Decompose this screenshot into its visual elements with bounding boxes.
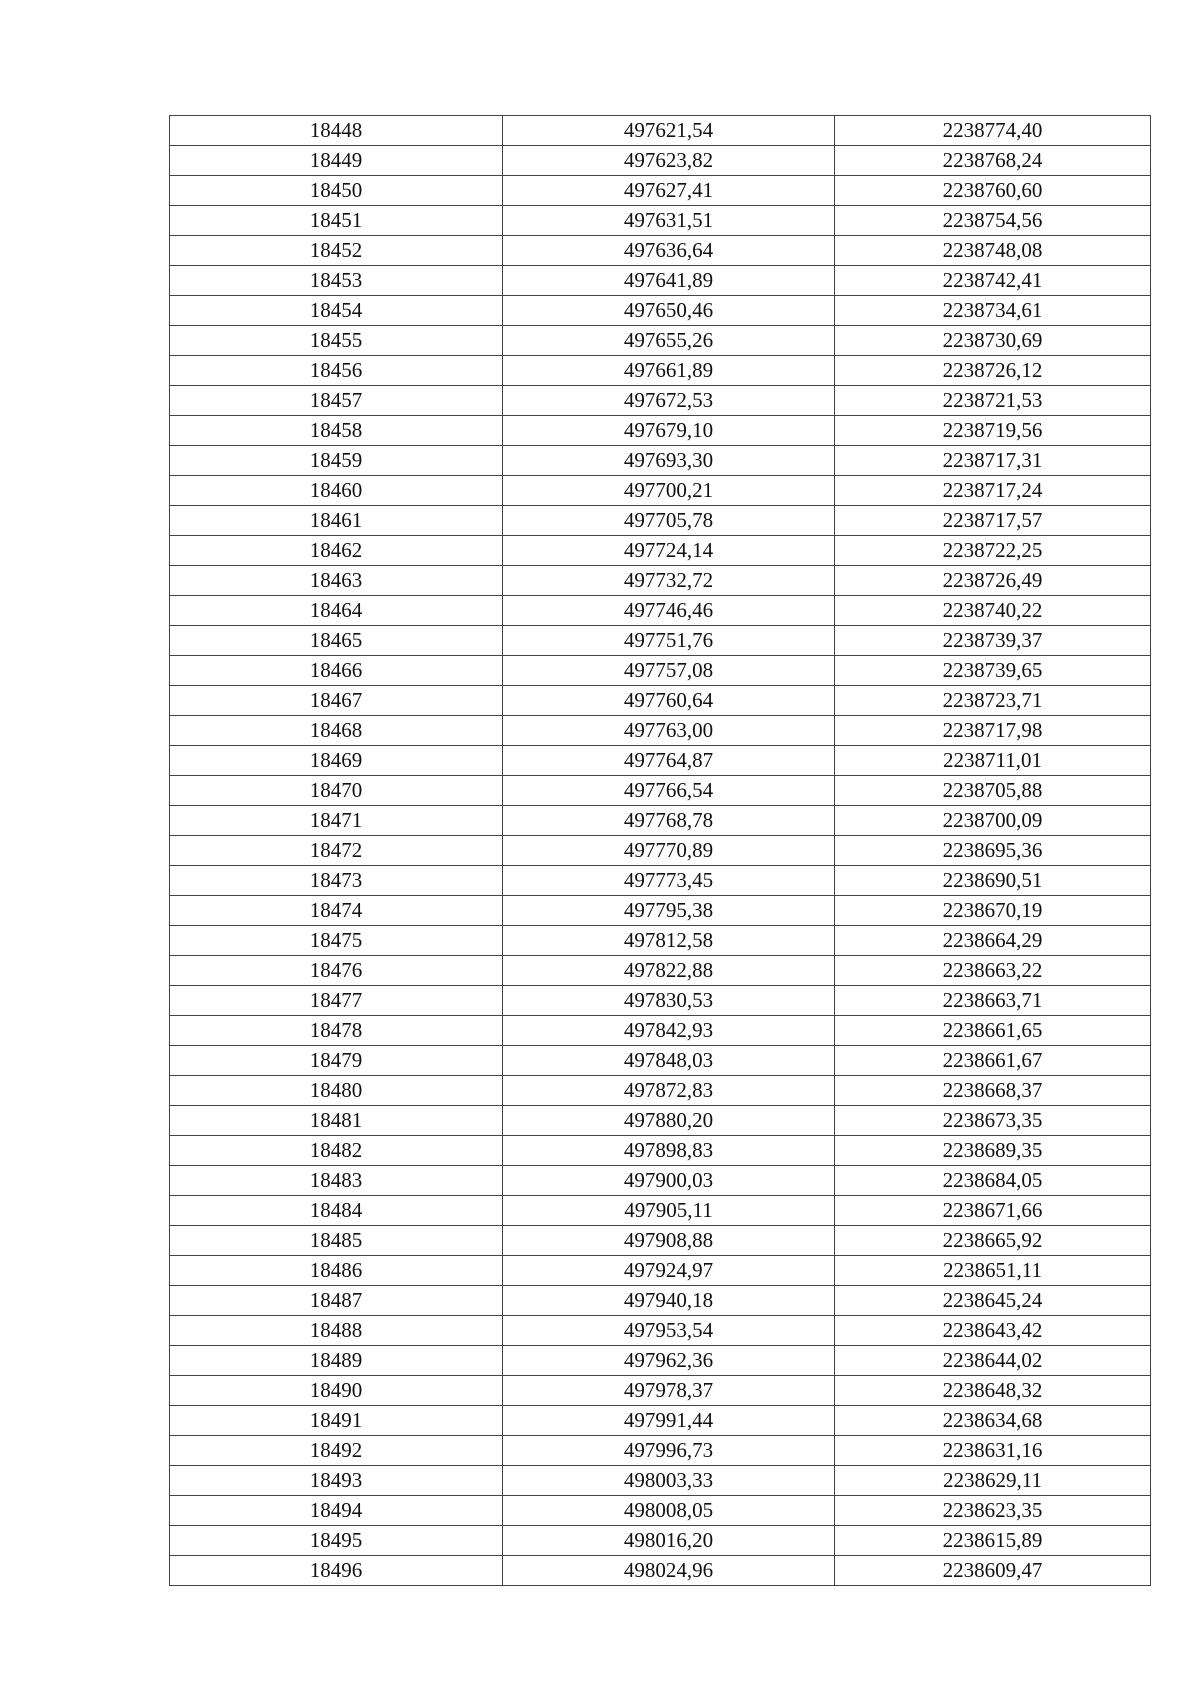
x-coordinate-cell: 497898,83 bbox=[503, 1136, 835, 1166]
point-number-cell: 18496 bbox=[170, 1556, 503, 1586]
point-number-cell: 18468 bbox=[170, 716, 503, 746]
point-number-cell: 18448 bbox=[170, 116, 503, 146]
y-coordinate-cell: 2238734,61 bbox=[835, 296, 1151, 326]
point-number-cell: 18455 bbox=[170, 326, 503, 356]
x-coordinate-cell: 497724,14 bbox=[503, 536, 835, 566]
point-number-cell: 18488 bbox=[170, 1316, 503, 1346]
x-coordinate-cell: 497768,78 bbox=[503, 806, 835, 836]
y-coordinate-cell: 2238739,37 bbox=[835, 626, 1151, 656]
y-coordinate-cell: 2238644,02 bbox=[835, 1346, 1151, 1376]
point-number-cell: 18492 bbox=[170, 1436, 503, 1466]
x-coordinate-cell: 498016,20 bbox=[503, 1526, 835, 1556]
y-coordinate-cell: 2238673,35 bbox=[835, 1106, 1151, 1136]
x-coordinate-cell: 497641,89 bbox=[503, 266, 835, 296]
y-coordinate-cell: 2238661,67 bbox=[835, 1046, 1151, 1076]
table-row bbox=[170, 1106, 1151, 1136]
table-row bbox=[170, 1196, 1151, 1226]
table-row bbox=[170, 1016, 1151, 1046]
y-coordinate-cell: 2238645,24 bbox=[835, 1286, 1151, 1316]
point-number-cell: 18465 bbox=[170, 626, 503, 656]
point-number-cell: 18473 bbox=[170, 866, 503, 896]
x-coordinate-cell: 497766,54 bbox=[503, 776, 835, 806]
point-number-cell: 18477 bbox=[170, 986, 503, 1016]
point-number-cell: 18462 bbox=[170, 536, 503, 566]
x-coordinate-cell: 497900,03 bbox=[503, 1166, 835, 1196]
point-number-cell: 18454 bbox=[170, 296, 503, 326]
y-coordinate-cell: 2238670,19 bbox=[835, 896, 1151, 926]
table-row bbox=[170, 986, 1151, 1016]
table-row bbox=[170, 776, 1151, 806]
x-coordinate-cell: 497621,54 bbox=[503, 116, 835, 146]
x-coordinate-cell: 497631,51 bbox=[503, 206, 835, 236]
x-coordinate-cell: 497996,73 bbox=[503, 1436, 835, 1466]
point-number-cell: 18457 bbox=[170, 386, 503, 416]
point-number-cell: 18483 bbox=[170, 1166, 503, 1196]
y-coordinate-cell: 2238689,35 bbox=[835, 1136, 1151, 1166]
y-coordinate-cell: 2238726,49 bbox=[835, 566, 1151, 596]
y-coordinate-cell: 2238663,22 bbox=[835, 956, 1151, 986]
y-coordinate-cell: 2238726,12 bbox=[835, 356, 1151, 386]
x-coordinate-cell: 497763,00 bbox=[503, 716, 835, 746]
point-number-cell: 18479 bbox=[170, 1046, 503, 1076]
y-coordinate-cell: 2238690,51 bbox=[835, 866, 1151, 896]
table-row bbox=[170, 596, 1151, 626]
table-row bbox=[170, 236, 1151, 266]
x-coordinate-cell: 497751,76 bbox=[503, 626, 835, 656]
point-number-cell: 18469 bbox=[170, 746, 503, 776]
table-row bbox=[170, 1346, 1151, 1376]
x-coordinate-cell: 497679,10 bbox=[503, 416, 835, 446]
y-coordinate-cell: 2238719,56 bbox=[835, 416, 1151, 446]
x-coordinate-cell: 497872,83 bbox=[503, 1076, 835, 1106]
point-number-cell: 18453 bbox=[170, 266, 503, 296]
y-coordinate-cell: 2238748,08 bbox=[835, 236, 1151, 266]
x-coordinate-cell: 497764,87 bbox=[503, 746, 835, 776]
y-coordinate-cell: 2238634,68 bbox=[835, 1406, 1151, 1436]
x-coordinate-cell: 497880,20 bbox=[503, 1106, 835, 1136]
x-coordinate-cell: 498024,96 bbox=[503, 1556, 835, 1586]
table-row bbox=[170, 146, 1151, 176]
x-coordinate-cell: 497672,53 bbox=[503, 386, 835, 416]
y-coordinate-cell: 2238643,42 bbox=[835, 1316, 1151, 1346]
point-number-cell: 18467 bbox=[170, 686, 503, 716]
point-number-cell: 18478 bbox=[170, 1016, 503, 1046]
table-row bbox=[170, 746, 1151, 776]
point-number-cell: 18460 bbox=[170, 476, 503, 506]
y-coordinate-cell: 2238760,60 bbox=[835, 176, 1151, 206]
y-coordinate-cell: 2238730,69 bbox=[835, 326, 1151, 356]
table-row bbox=[170, 1316, 1151, 1346]
x-coordinate-cell: 497795,38 bbox=[503, 896, 835, 926]
y-coordinate-cell: 2238695,36 bbox=[835, 836, 1151, 866]
table-row bbox=[170, 326, 1151, 356]
y-coordinate-cell: 2238661,65 bbox=[835, 1016, 1151, 1046]
table-row bbox=[170, 1556, 1151, 1586]
point-number-cell: 18482 bbox=[170, 1136, 503, 1166]
table-row bbox=[170, 536, 1151, 566]
table-row bbox=[170, 386, 1151, 416]
x-coordinate-cell: 497661,89 bbox=[503, 356, 835, 386]
y-coordinate-cell: 2238742,41 bbox=[835, 266, 1151, 296]
table-row bbox=[170, 926, 1151, 956]
point-number-cell: 18472 bbox=[170, 836, 503, 866]
table-row bbox=[170, 506, 1151, 536]
table-row bbox=[170, 416, 1151, 446]
point-number-cell: 18463 bbox=[170, 566, 503, 596]
table-row bbox=[170, 296, 1151, 326]
point-number-cell: 18485 bbox=[170, 1226, 503, 1256]
x-coordinate-cell: 497991,44 bbox=[503, 1406, 835, 1436]
point-number-cell: 18466 bbox=[170, 656, 503, 686]
x-coordinate-cell: 497812,58 bbox=[503, 926, 835, 956]
point-number-cell: 18495 bbox=[170, 1526, 503, 1556]
table-row bbox=[170, 1166, 1151, 1196]
y-coordinate-cell: 2238623,35 bbox=[835, 1496, 1151, 1526]
table-row bbox=[170, 1076, 1151, 1106]
point-number-cell: 18484 bbox=[170, 1196, 503, 1226]
table-row bbox=[170, 1376, 1151, 1406]
x-coordinate-cell: 498003,33 bbox=[503, 1466, 835, 1496]
table-row bbox=[170, 836, 1151, 866]
table-row bbox=[170, 896, 1151, 926]
y-coordinate-cell: 2238722,25 bbox=[835, 536, 1151, 566]
y-coordinate-cell: 2238717,31 bbox=[835, 446, 1151, 476]
x-coordinate-cell: 497773,45 bbox=[503, 866, 835, 896]
y-coordinate-cell: 2238705,88 bbox=[835, 776, 1151, 806]
x-coordinate-cell: 497760,64 bbox=[503, 686, 835, 716]
y-coordinate-cell: 2238723,71 bbox=[835, 686, 1151, 716]
table-row bbox=[170, 1466, 1151, 1496]
table-row bbox=[170, 626, 1151, 656]
table-row bbox=[170, 1136, 1151, 1166]
table-row bbox=[170, 866, 1151, 896]
table-row bbox=[170, 1226, 1151, 1256]
table-row bbox=[170, 566, 1151, 596]
point-number-cell: 18489 bbox=[170, 1346, 503, 1376]
y-coordinate-cell: 2238739,65 bbox=[835, 656, 1151, 686]
y-coordinate-cell: 2238609,47 bbox=[835, 1556, 1151, 1586]
point-number-cell: 18451 bbox=[170, 206, 503, 236]
table-row bbox=[170, 1526, 1151, 1556]
y-coordinate-cell: 2238717,24 bbox=[835, 476, 1151, 506]
point-number-cell: 18458 bbox=[170, 416, 503, 446]
x-coordinate-cell: 497905,11 bbox=[503, 1196, 835, 1226]
table-row bbox=[170, 476, 1151, 506]
coordinates-table bbox=[169, 115, 1151, 1586]
point-number-cell: 18481 bbox=[170, 1106, 503, 1136]
x-coordinate-cell: 497830,53 bbox=[503, 986, 835, 1016]
y-coordinate-cell: 2238668,37 bbox=[835, 1076, 1151, 1106]
table-row bbox=[170, 1286, 1151, 1316]
point-number-cell: 18450 bbox=[170, 176, 503, 206]
table-row bbox=[170, 716, 1151, 746]
table-row bbox=[170, 356, 1151, 386]
point-number-cell: 18480 bbox=[170, 1076, 503, 1106]
y-coordinate-cell: 2238665,92 bbox=[835, 1226, 1151, 1256]
y-coordinate-cell: 2238615,89 bbox=[835, 1526, 1151, 1556]
y-coordinate-cell: 2238629,11 bbox=[835, 1466, 1151, 1496]
point-number-cell: 18475 bbox=[170, 926, 503, 956]
point-number-cell: 18464 bbox=[170, 596, 503, 626]
point-number-cell: 18493 bbox=[170, 1466, 503, 1496]
x-coordinate-cell: 497953,54 bbox=[503, 1316, 835, 1346]
table-row bbox=[170, 206, 1151, 236]
y-coordinate-cell: 2238768,24 bbox=[835, 146, 1151, 176]
y-coordinate-cell: 2238663,71 bbox=[835, 986, 1151, 1016]
y-coordinate-cell: 2238740,22 bbox=[835, 596, 1151, 626]
point-number-cell: 18470 bbox=[170, 776, 503, 806]
y-coordinate-cell: 2238721,53 bbox=[835, 386, 1151, 416]
y-coordinate-cell: 2238700,09 bbox=[835, 806, 1151, 836]
x-coordinate-cell: 497978,37 bbox=[503, 1376, 835, 1406]
coordinates-table-body bbox=[170, 116, 1151, 1586]
x-coordinate-cell: 497908,88 bbox=[503, 1226, 835, 1256]
x-coordinate-cell: 497655,26 bbox=[503, 326, 835, 356]
point-number-cell: 18494 bbox=[170, 1496, 503, 1526]
x-coordinate-cell: 497636,64 bbox=[503, 236, 835, 266]
x-coordinate-cell: 497822,88 bbox=[503, 956, 835, 986]
table-row bbox=[170, 1046, 1151, 1076]
y-coordinate-cell: 2238664,29 bbox=[835, 926, 1151, 956]
x-coordinate-cell: 497650,46 bbox=[503, 296, 835, 326]
point-number-cell: 18490 bbox=[170, 1376, 503, 1406]
point-number-cell: 18459 bbox=[170, 446, 503, 476]
table-row bbox=[170, 806, 1151, 836]
point-number-cell: 18471 bbox=[170, 806, 503, 836]
x-coordinate-cell: 497940,18 bbox=[503, 1286, 835, 1316]
table-row bbox=[170, 1406, 1151, 1436]
point-number-cell: 18474 bbox=[170, 896, 503, 926]
point-number-cell: 18491 bbox=[170, 1406, 503, 1436]
table-row bbox=[170, 686, 1151, 716]
table-row bbox=[170, 1496, 1151, 1526]
point-number-cell: 18487 bbox=[170, 1286, 503, 1316]
y-coordinate-cell: 2238711,01 bbox=[835, 746, 1151, 776]
y-coordinate-cell: 2238648,32 bbox=[835, 1376, 1151, 1406]
table-row bbox=[170, 266, 1151, 296]
x-coordinate-cell: 497623,82 bbox=[503, 146, 835, 176]
x-coordinate-cell: 497746,46 bbox=[503, 596, 835, 626]
y-coordinate-cell: 2238774,40 bbox=[835, 116, 1151, 146]
table-row bbox=[170, 956, 1151, 986]
y-coordinate-cell: 2238671,66 bbox=[835, 1196, 1151, 1226]
table-row bbox=[170, 1256, 1151, 1286]
point-number-cell: 18486 bbox=[170, 1256, 503, 1286]
x-coordinate-cell: 497848,03 bbox=[503, 1046, 835, 1076]
x-coordinate-cell: 497700,21 bbox=[503, 476, 835, 506]
point-number-cell: 18476 bbox=[170, 956, 503, 986]
y-coordinate-cell: 2238717,57 bbox=[835, 506, 1151, 536]
table-row bbox=[170, 446, 1151, 476]
table-row bbox=[170, 656, 1151, 686]
x-coordinate-cell: 497842,93 bbox=[503, 1016, 835, 1046]
point-number-cell: 18452 bbox=[170, 236, 503, 266]
point-number-cell: 18461 bbox=[170, 506, 503, 536]
y-coordinate-cell: 2238684,05 bbox=[835, 1166, 1151, 1196]
table-row bbox=[170, 1436, 1151, 1466]
y-coordinate-cell: 2238717,98 bbox=[835, 716, 1151, 746]
x-coordinate-cell: 497705,78 bbox=[503, 506, 835, 536]
x-coordinate-cell: 497693,30 bbox=[503, 446, 835, 476]
table-row bbox=[170, 116, 1151, 146]
x-coordinate-cell: 497924,97 bbox=[503, 1256, 835, 1286]
point-number-cell: 18449 bbox=[170, 146, 503, 176]
x-coordinate-cell: 497757,08 bbox=[503, 656, 835, 686]
y-coordinate-cell: 2238631,16 bbox=[835, 1436, 1151, 1466]
x-coordinate-cell: 497732,72 bbox=[503, 566, 835, 596]
x-coordinate-cell: 497627,41 bbox=[503, 176, 835, 206]
x-coordinate-cell: 498008,05 bbox=[503, 1496, 835, 1526]
x-coordinate-cell: 497770,89 bbox=[503, 836, 835, 866]
x-coordinate-cell: 497962,36 bbox=[503, 1346, 835, 1376]
y-coordinate-cell: 2238754,56 bbox=[835, 206, 1151, 236]
table-row bbox=[170, 176, 1151, 206]
y-coordinate-cell: 2238651,11 bbox=[835, 1256, 1151, 1286]
point-number-cell: 18456 bbox=[170, 356, 503, 386]
